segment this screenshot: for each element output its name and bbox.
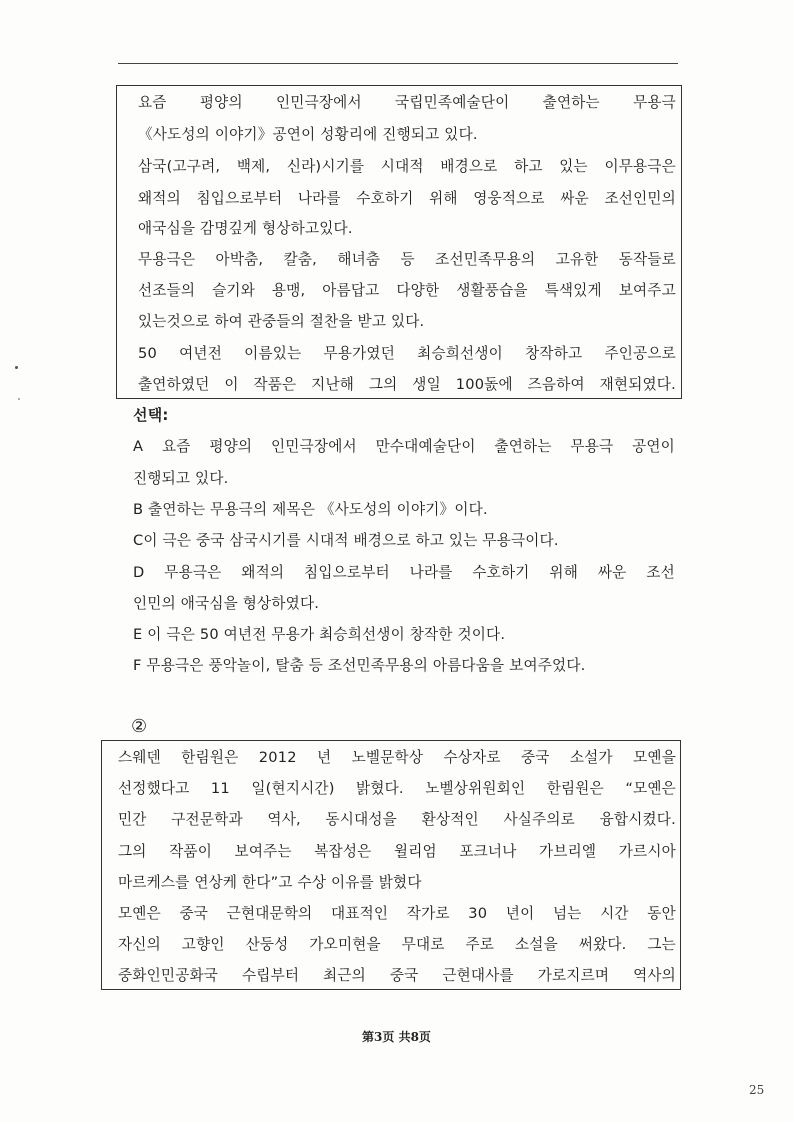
passage-1-line: 선조들의 슬기와 용맹, 아름답고 다양한 생활풍습을 특색있게 보여주고 xyxy=(138,282,676,299)
passage-1-line: 왜적의 침입으로부터 나라를 수호하기 위해 영웅적으로 싸운 조선인민의 xyxy=(138,190,676,207)
section-2-marker: ② xyxy=(131,716,148,737)
passage-2-line: 모옌은 중국 근현대문학의 대표적인 작가로 30 년이 넘는 시간 동안 xyxy=(118,905,676,922)
passage-2-line: 중화인민공화국 수립부터 최근의 중국 근현대사를 가로지르며 역사의 xyxy=(118,967,676,984)
passage-2-line: 스웨덴 한림원은 2012 년 노벨문학상 수상자로 중국 소설가 모옌을 xyxy=(118,749,676,766)
passage-2-line: 그의 작품이 보여주는 복잡성은 윌리엄 포크너나 가브리엘 가르시아 xyxy=(118,843,676,860)
option-d-line: 인민의 애국심을 형상하였다. xyxy=(133,595,320,612)
option-a-line: 진행되고 있다. xyxy=(133,470,229,487)
passage-1-line: 요즘 평양의 인민극장에서 국립민족예술단이 출연하는 무용극 xyxy=(138,94,676,111)
option-d-line: D 무용극은 왜적의 침입으로부터 나라를 수호하기 위해 싸운 조선 xyxy=(133,564,675,581)
option-b-line: B 출연하는 무용극의 제목은 《사도성의 이야기》이다. xyxy=(133,501,488,518)
passage-1-line: 《사도성의 이야기》공연이 성황리에 진행되고 있다. xyxy=(138,126,478,143)
option-f-line: F 무용극은 풍악놀이, 탈춤 등 조선민족무용의 아름다움을 보여주었다. xyxy=(133,657,586,674)
passage-1-line: 50 여년전 이름있는 무용가였던 최승희선생이 창작하고 주인공으로 xyxy=(138,345,676,362)
passage-1-line: 무용극은 아박춤, 칼춤, 해녀춤 등 조선민족무용의 고유한 동작들로 xyxy=(138,251,676,268)
options-label: 선택: xyxy=(133,406,169,424)
page-number: 25 xyxy=(749,1083,765,1097)
passage-1-line: 있는것으로 하여 관중들의 절찬을 받고 있다. xyxy=(138,313,425,330)
header-rule xyxy=(118,63,678,64)
page-footer: 第3页 共8页 xyxy=(362,1030,431,1044)
passage-2-line: 자신의 고향인 산둥성 가오미현을 무대로 주로 소설을 써왔다. 그는 xyxy=(118,936,676,953)
scan-speck xyxy=(18,398,20,400)
option-c-line: C이 극은 중국 삼국시기를 시대적 배경으로 하고 있는 무용극이다. xyxy=(133,532,559,549)
passage-2-line: 민간 구전문학과 역사, 동시대성을 환상적인 사실주의로 융합시켰다. xyxy=(118,811,676,828)
option-e-line: E 이 극은 50 여년전 무용가 최승희선생이 창작한 것이다. xyxy=(133,626,506,643)
option-a-line: A 요즘 평양의 인민극장에서 만수대예술단이 출연하는 무용극 공연이 xyxy=(133,438,675,455)
passage-1-line: 삼국(고구려, 백제, 신라)시기를 시대적 배경으로 하고 있는 이무용극은 xyxy=(138,158,676,175)
scan-speck xyxy=(15,366,18,369)
passage-2-line: 마르케스를 연상케 한다”고 수상 이유를 밝혔다 xyxy=(118,874,422,891)
passage-1-line: 출연하였던 이 작품은 지난해 그의 생일 100돐에 즈음하여 재현되였다. xyxy=(138,376,676,393)
passage-2-line: 선정했다고 11 일(현지시간) 밝혔다. 노벨상위원회인 한림원은 “모옌은 xyxy=(118,780,676,797)
passage-1-line: 애국심을 감명깊게 형상하고있다. xyxy=(138,220,353,237)
